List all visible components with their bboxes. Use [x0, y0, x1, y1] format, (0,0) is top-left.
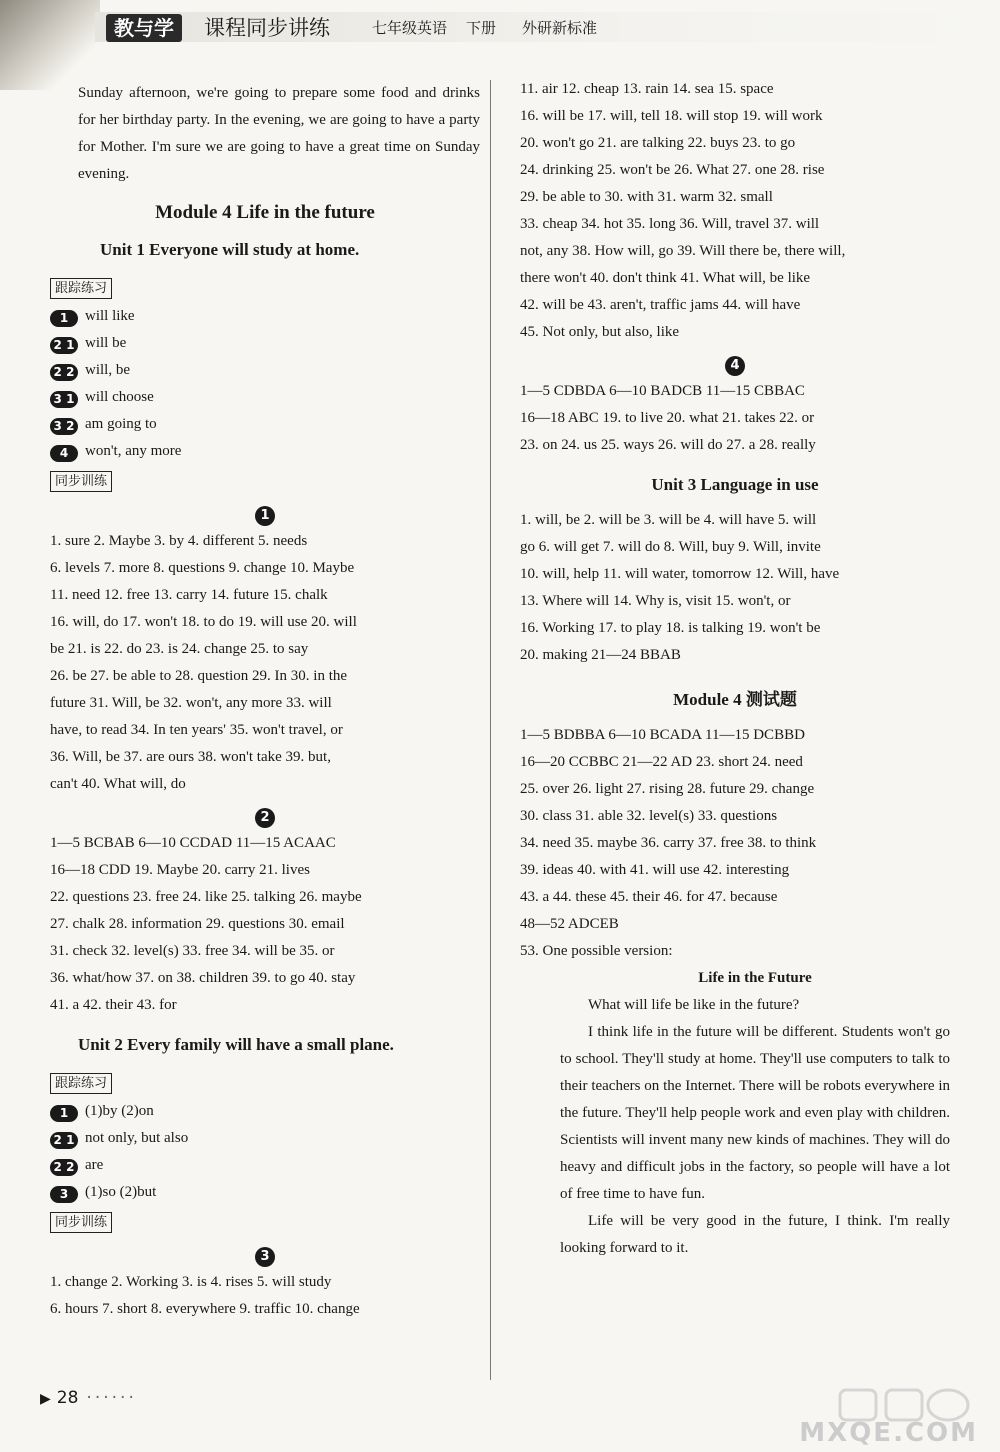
answer-line: 41. a 42. their 43. for	[50, 997, 177, 1013]
answer-line: can't 40. What will, do	[50, 776, 186, 792]
answer-text: are	[85, 1157, 104, 1173]
answer-line: 43. a 44. these 45. their 46. for 47. because	[520, 889, 778, 905]
answer-line: 45. Not only, but also, like	[520, 324, 680, 340]
answer-line: 16. will be 17. will, tell 18. will stop 19. will work	[520, 108, 823, 124]
section2-answers	[50, 830, 480, 1019]
edition-label: 外研新标准	[522, 19, 598, 37]
answer-line: 20. making 21—24 BBAB	[520, 647, 681, 663]
answer-line: 27. chalk 28. information 29. questions 30. email	[50, 916, 345, 932]
section-number: 1	[255, 506, 275, 526]
essay-paragraph: I think life in the future will be different. Students won't go to school. They'll study at home. They'll use computers to talk to their teachers on the Internet. There will be robots everywhere in the future. They'll help people work and even play with children. Scientists will invent many new kinds of machines. They will do heavy and difficult jobs in the factory, so people will have a lot of free time to have fun.	[560, 1024, 950, 1202]
section-marker	[50, 1243, 480, 1269]
module-test-title: Module 4 测试题	[673, 690, 797, 709]
item-badge: 2 1	[50, 1132, 78, 1149]
item-badge: 4	[50, 445, 78, 462]
answer-line: 48—52 ADCEB	[520, 916, 619, 932]
answer-line: 23. on 24. us 25. ways 26. will do 27. a 28. really	[520, 437, 816, 453]
answer-line: 1—5 BCBAB 6—10 CCDAD 11—15 ACAAC	[50, 835, 336, 851]
section-number: 4	[725, 356, 745, 376]
answer-line: 10. will, help 11. will water, tomorrow 12. Will, have	[520, 566, 840, 582]
list-item	[50, 1098, 480, 1125]
answer-line: 1. sure 2. Maybe 3. by 4. different 5. needs	[50, 533, 308, 549]
module-title: Module 4 Life in the future	[155, 202, 375, 223]
answer-line: 31. check 32. level(s) 33. free 34. will be 35. or	[50, 943, 335, 959]
answer-line: 36. Will, be 37. are ours 38. won't take 39. but,	[50, 749, 331, 765]
item-badge: 1	[50, 310, 78, 327]
list-item	[50, 384, 480, 411]
answer-line: have, to read 34. In ten years' 35. won't travel, or	[50, 722, 343, 738]
answer-line: 26. be 27. be able to 28. question 29. In 30. in the	[50, 668, 348, 684]
answer-text: will be	[85, 335, 127, 351]
item-badge: 3 2	[50, 418, 78, 435]
answer-line: 16—20 CCBBC 21—22 AD 23. short 24. need	[520, 754, 803, 770]
tag-tracking-practice: 跟踪练习	[50, 1073, 112, 1094]
answer-line: go 6. will get 7. will do 8. Will, buy 9. Will, invite	[520, 539, 821, 555]
answer-line: 1. will, be 2. will be 3. will be 4. will have 5. will	[520, 512, 817, 528]
answer-line: 1. change 2. Working 3. is 4. rises 5. will study	[50, 1274, 332, 1290]
column-divider	[490, 80, 491, 1380]
section-number: 2	[255, 808, 275, 828]
list-item	[50, 1152, 480, 1179]
item-badge: 2 2	[50, 1159, 78, 1176]
dots-decoration: ······	[86, 1388, 137, 1408]
answer-line: 20. won't go 21. are talking 22. buys 23. to go	[520, 135, 796, 151]
answer-line: 34. need 35. maybe 36. carry 37. free 38. to think	[520, 835, 817, 851]
series-title: 课程同步讲练	[204, 16, 330, 40]
unit1-tracking-list	[50, 303, 480, 465]
section-number: 3	[255, 1247, 275, 1267]
answer-line: 6. hours 7. short 8. everywhere 9. traffic 10. change	[50, 1301, 360, 1317]
answer-line: 16. Working 17. to play 18. is talking 19. won't be	[520, 620, 821, 636]
answer-line: 36. what/how 37. on 38. children 39. to go 40. stay	[50, 970, 356, 986]
list-item	[50, 1125, 480, 1152]
tag-tracking-practice: 跟踪练习	[50, 278, 112, 299]
page-footer	[40, 1388, 137, 1408]
page-header	[0, 0, 1000, 48]
answer-line: 24. drinking 25. won't be 26. What 27. one 28. rise	[520, 162, 825, 178]
page-number: 28	[56, 1388, 79, 1408]
unit2-tracking-list	[50, 1098, 480, 1206]
section4-answers	[520, 378, 950, 459]
essay-title: Life in the Future	[698, 970, 812, 986]
item-badge: 1	[50, 1105, 78, 1122]
answer-line: 53. One possible version:	[520, 943, 673, 959]
section3-answers-continued	[520, 76, 950, 346]
answer-line: 11. air 12. cheap 13. rain 14. sea 15. space	[520, 81, 774, 97]
volume-label: 下册	[466, 19, 497, 37]
answer-line: not, any 38. How will, go 39. Will there be, there will,	[520, 243, 846, 259]
right-column	[520, 76, 950, 1262]
unit1-title: Unit 1 Everyone will study at home.	[100, 240, 360, 259]
item-badge: 2 1	[50, 337, 78, 354]
grade-label: 七年级英语	[372, 19, 448, 37]
sample-essay	[520, 965, 950, 1262]
answer-text: will like	[85, 308, 135, 324]
answer-line: 29. be able to 30. with 31. warm 32. small	[520, 189, 773, 205]
answer-text: won't, any more	[85, 443, 182, 459]
answer-text: will, be	[85, 362, 130, 378]
answer-line: 33. cheap 34. hot 35. long 36. Will, travel 37. will	[520, 216, 820, 232]
left-column	[50, 80, 480, 1323]
list-item	[50, 1179, 480, 1206]
item-badge: 3 1	[50, 391, 78, 408]
answer-line: 42. will be 43. aren't, traffic jams 44. will have	[520, 297, 801, 313]
module-test-answers	[520, 722, 950, 965]
answer-line: 11. need 12. free 13. carry 14. future 15. chalk	[50, 587, 328, 603]
answer-line: 22. questions 23. free 24. like 25. talking 26. maybe	[50, 889, 362, 905]
answer-line: 1—5 CDBDA 6—10 BADCB 11—15 CBBAC	[520, 383, 805, 399]
intro-paragraph: Sunday afternoon, we're going to prepare some food and drinks for her birthday party. In the evening, we are going to have a party for Mother. I'm sure we are going to have a great time on Sunday evening.	[78, 85, 480, 182]
answer-line: 16—18 ABC 19. to live 20. what 21. takes 22. or	[520, 410, 815, 426]
arrow-icon: ▶	[40, 1391, 51, 1407]
section1-answers	[50, 528, 480, 798]
answer-line: 25. over 26. light 27. rising 28. future 29. change	[520, 781, 815, 797]
brand-logo: 教与学	[106, 14, 182, 42]
essay-paragraph: Life will be very good in the future, I think. I'm really looking forward to it.	[560, 1213, 950, 1256]
answer-text: (1)so (2)but	[85, 1184, 157, 1200]
answer-text: (1)by (2)on	[85, 1103, 154, 1119]
answer-text: will choose	[85, 389, 154, 405]
list-item	[50, 411, 480, 438]
section-marker	[50, 502, 480, 528]
unit3-title: Unit 3 Language in use	[651, 475, 819, 494]
answer-line: there won't 40. don't think 41. What will, be like	[520, 270, 811, 286]
answer-line: be 21. is 22. do 23. is 24. change 25. to say	[50, 641, 309, 657]
item-badge: 3	[50, 1186, 78, 1203]
corner-decoration	[0, 0, 100, 90]
section3-answers	[50, 1269, 480, 1323]
answer-line: 1—5 BDBBA 6—10 BCADA 11—15 DCBBD	[520, 727, 805, 743]
watermark-text: MXQE.COM	[799, 1418, 978, 1448]
list-item	[50, 330, 480, 357]
answer-line: 13. Where will 14. Why is, visit 15. won't, or	[520, 593, 791, 609]
tag-sync-training: 同步训练	[50, 471, 112, 492]
essay-paragraph: What will life be like in the future?	[588, 997, 800, 1013]
answer-line: 16—18 CDD 19. Maybe 20. carry 21. lives	[50, 862, 310, 878]
item-badge: 2 2	[50, 364, 78, 381]
list-item	[50, 357, 480, 384]
answer-text: am going to	[85, 416, 157, 432]
answer-line: 6. levels 7. more 8. questions 9. change 10. Maybe	[50, 560, 355, 576]
section-marker	[520, 352, 950, 378]
list-item	[50, 438, 480, 465]
section-marker	[50, 804, 480, 830]
unit3-answers	[520, 507, 950, 669]
tag-sync-training: 同步训练	[50, 1212, 112, 1233]
answer-text: not only, but also	[85, 1130, 189, 1146]
unit2-title: Unit 2 Every family will have a small plane.	[78, 1035, 394, 1054]
answer-line: 30. class 31. able 32. level(s) 33. questions	[520, 808, 778, 824]
answer-line: 39. ideas 40. with 41. will use 42. interesting	[520, 862, 790, 878]
answer-line: 16. will, do 17. won't 18. to do 19. will use 20. will	[50, 614, 357, 630]
answer-line: future 31. Will, be 32. won't, any more 33. will	[50, 695, 332, 711]
list-item	[50, 303, 480, 330]
